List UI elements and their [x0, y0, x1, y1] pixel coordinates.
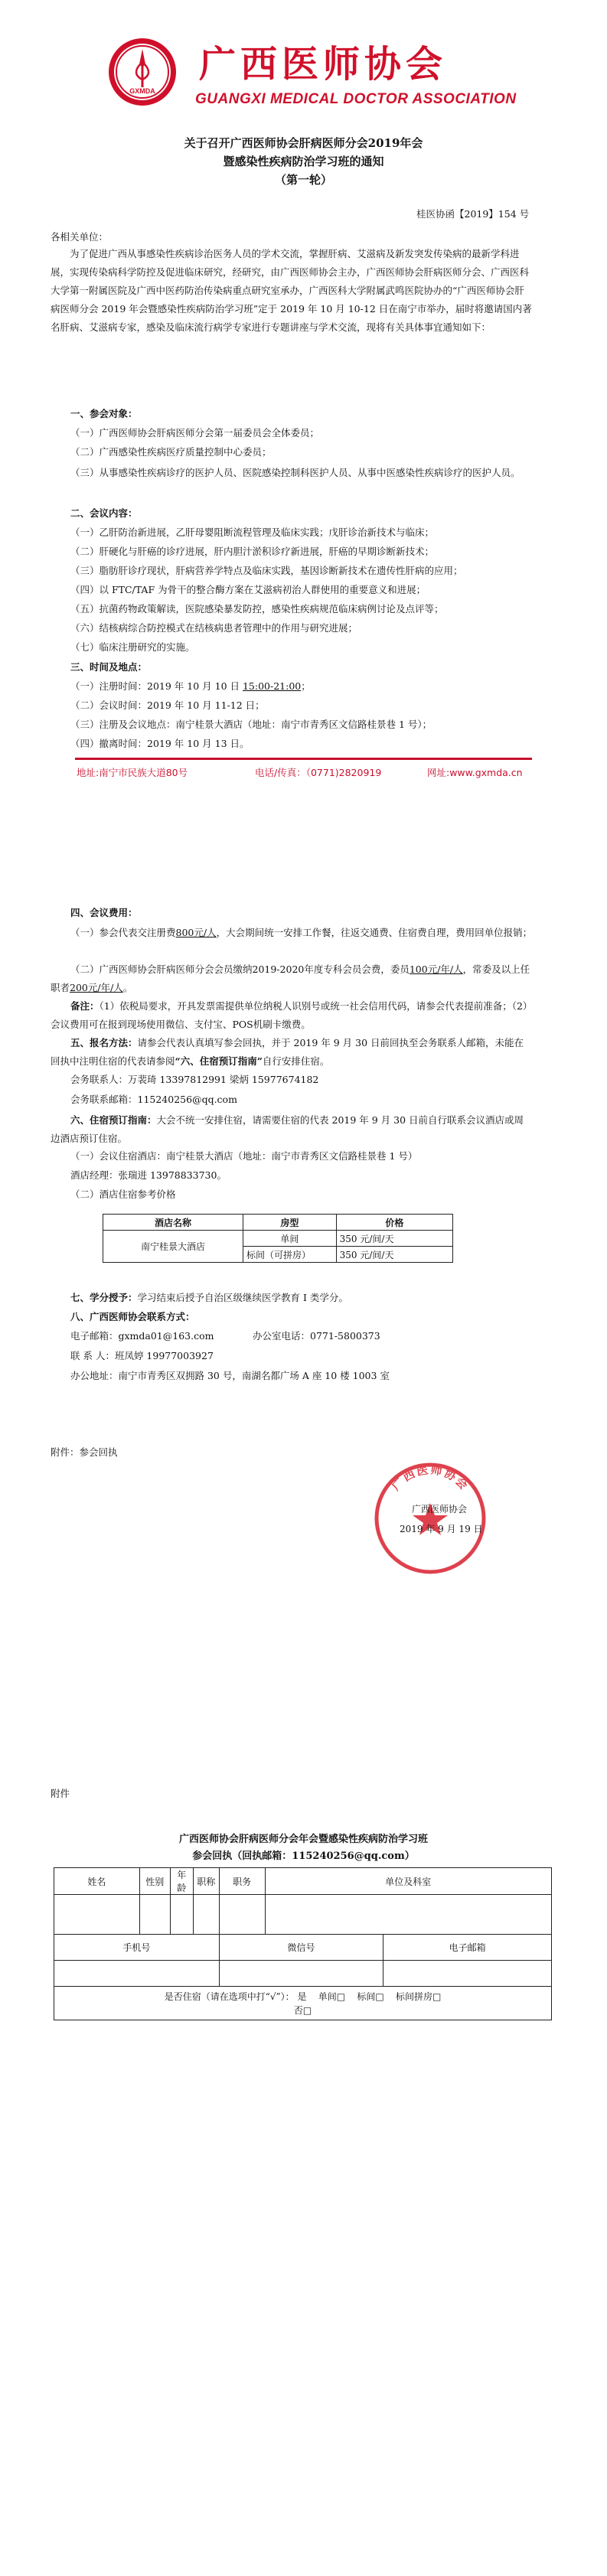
lodging-label: 是否住宿（请在选项中打“√”）： [164, 1991, 295, 2002]
footer-divider [75, 758, 532, 760]
annex-subtitle: 参会回执（回执邮箱：115240256@qq.com） [192, 1850, 415, 1862]
section-5-text-tail: 自行安排住宿。 [262, 1055, 330, 1067]
membership-text-a: （二）广西医师协会肝病医师分会会员缴纳2019-2020年度专科会员会费，委员 [70, 964, 410, 975]
section-5-text: 请参会代表认真填写参会回执，并于 2019 年 9 月 30 日前回执至会务联系人邮箱，未能在回执中注明住宿的代表请参阅 [51, 1037, 524, 1067]
form-cell-unit[interactable] [265, 1895, 551, 1935]
section-4-item-1 [51, 924, 533, 942]
lodging-option-no[interactable]: 否□ [293, 2004, 312, 2016]
hotel-price-table [103, 1214, 453, 1263]
section-2-item-3: （三）脂肪肝诊疗现状，肝病营养学特点及临床实践，基因诊断新技术在遗传性肝病的应用； [70, 565, 463, 576]
title-line-3: （第一轮） [274, 173, 332, 187]
document-number: 桂医协函【2019】154 号 [416, 208, 530, 220]
section-1-item-1: （一）广西医师协会肝病医师分会第一届委员会全体委员； [70, 427, 320, 439]
seal-text: 广西医师协会 [388, 1462, 472, 1494]
section-6-text: 大会不统一安排住宿，请需要住宿的代表 2019 年 9 月 30 日前自行联系会议酒店或周边酒店预订住宿。 [51, 1114, 524, 1144]
section-6-paragraph [51, 1111, 533, 1148]
form-header-name: 姓名 [54, 1868, 140, 1895]
section-2-item-1: （一）乙肝防治新进展，乙肝母婴阻断流程管理及临床实践；戊肝诊治新技术与临床； [70, 527, 435, 538]
form-header-position: 职务 [219, 1868, 265, 1895]
fee-text-b: ，大会期间统一安排工作餐，往返交通费、住宿费自理，费用回单位报销； [216, 927, 533, 938]
section-4-heading: 四、会议费用： [70, 907, 138, 918]
office-address: 办公地址：南宁市青秀区双拥路 30 号，南湖名都广场 A 座 10 楼 1003 室 [70, 1370, 390, 1381]
membership-text-b: ，常委及以上任职者 [51, 964, 530, 993]
section-3-item-3: （三）注册及会议地点：南宁桂景大酒店（地址：南宁市青秀区文信路桂景巷 1 号）； [70, 719, 432, 730]
contact-person: 联 系 人：班凤婷 19977003927 [70, 1350, 214, 1361]
table-header-room-type: 房型 [243, 1215, 337, 1231]
hotel-manager: 酒店经理：张瑞进 13978833730。 [70, 1169, 227, 1181]
registration-fee: 800元/人 [175, 927, 217, 938]
salutation: 各相关单位： [51, 231, 109, 243]
section-4-item-2 [51, 960, 533, 997]
membership-text-c: 。 [122, 982, 133, 993]
form-cell-title[interactable] [193, 1895, 219, 1935]
section-3-item-4: （四）撤离时间：2019 年 10 月 13 日。 [70, 738, 250, 749]
lodging-option-yes: 是 [297, 1991, 307, 2002]
form-header-unit: 单位及科室 [265, 1868, 551, 1895]
section-1-item-3: （三）从事感染性疾病诊疗的医护人员、医院感染控制科医护人员、从事中医感染性疾病诊疗的医护人员。 [70, 467, 521, 478]
meeting-contacts: 会务联系人：万裴琦 13397812991 梁炳 15977674182 [70, 1074, 319, 1085]
hotel-info: （一）会议住宿酒店：南宁桂景大酒店（地址：南宁市青秀区文信路桂景巷 1 号） [70, 1150, 418, 1162]
hotel-price-heading: （二）酒店住宿参考价格 [70, 1189, 176, 1200]
section-5-heading: 五、报名方法： [70, 1037, 138, 1048]
table-room-price: 350 元/间/天 [336, 1231, 452, 1247]
signature-org: 广西医师协会 [412, 1504, 468, 1515]
association-logo [107, 37, 178, 107]
form-header-wechat: 微信号 [219, 1935, 383, 1961]
section-1-heading: 一、参会对象： [70, 408, 138, 419]
member-fee: 100元/年/人 [409, 964, 463, 975]
form-cell-name[interactable] [54, 1895, 140, 1935]
form-header-gender: 性别 [139, 1868, 170, 1895]
lodging-option-shared[interactable]: 标间拼房□ [395, 1991, 442, 2002]
signature-date: 2019 年 9 月 19 日 [400, 1524, 483, 1534]
org-name-en: GUANGXI MEDICAL DOCTOR ASSOCIATION [195, 91, 517, 107]
registration-time-tail: ； [301, 680, 311, 692]
section-7-heading: 七、学分授予： [70, 1292, 138, 1303]
table-room-type: 单间 [243, 1231, 337, 1247]
attachment-note: 附件：参会回执 [51, 1446, 118, 1458]
registration-form-table [54, 1867, 552, 2020]
section-6-heading: 六、住宿预订指南： [70, 1114, 157, 1126]
section-8-heading: 八、广西医师协会联系方式： [70, 1311, 195, 1322]
registration-time-hours: 15:00-21:00 [242, 680, 302, 692]
table-room-price: 350 元/间/天 [336, 1247, 452, 1263]
note-label: 备注： [70, 1000, 100, 1012]
intro-paragraph: 为了促进广西从事感染性疾病诊治医务人员的学术交流，掌握肝病、艾滋病及新发突发传染病的最新学科进展，实现传染病科学防控及促进临床研究，经研究，由广西医师协会主办，广西医师协会肝病医师分会、广西医科大学第一附属医院及广西中医药防治传染病重点研究室承办，广西医科大学附属武鸣医院协办的“广西医师协会肝病医师分会 2019 年会暨感染性疾病防治学习班”定于 2019 年 10 月 10-12 日在南宁市举办，届时将邀请国内著名肝病、艾滋病专家，感染及临床流行病学专家进行专题讲座与学术交流，现将有关具体事宜通知如下： [51, 248, 532, 333]
table-header-hotel: 酒店名称 [103, 1215, 243, 1231]
table-header-price: 价格 [336, 1215, 452, 1231]
form-header-phone: 手机号 [54, 1935, 220, 1961]
svg-text:广西医师协会 [389, 1462, 472, 1493]
form-header-email: 电子邮箱 [383, 1935, 552, 1961]
annex-label: 附件 [51, 1788, 70, 1799]
form-cell-position[interactable] [219, 1895, 265, 1935]
registration-time-label: （一）注册时间：2019 年 10 月 10 日 [70, 680, 243, 692]
org-name-cn: 广西医师协会 [199, 43, 448, 86]
section-2-item-7: （七）临床注册研究的实施。 [70, 641, 195, 653]
logo-text: GXMDA [129, 87, 155, 95]
form-cell-wechat[interactable] [219, 1961, 383, 1987]
office-phone: 办公室电话：0771-5800373 [253, 1330, 380, 1342]
footer-phone-fax: 电话/传真：（0771)2820919 [255, 767, 382, 778]
note-text: （1）依税局要求，开具发票需提供单位纳税人识别号或统一社会信用代码，请参会代表提前准备；（2）会议费用可在报到现场使用微信、支付宝、POS机刷卡缴费。 [51, 1000, 533, 1030]
annex-title: 广西医师协会肝病医师分会年会暨感染性疾病防治学习班 [178, 1834, 428, 1845]
form-cell-email[interactable] [383, 1961, 552, 1987]
standing-member-fee: 200元/年/人 [70, 982, 123, 993]
section-3-item-1 [70, 679, 311, 694]
table-hotel-name: 南宁桂景大酒店 [103, 1231, 243, 1263]
section-5-paragraph [51, 1034, 533, 1071]
section-3-heading: 三、时间及地点： [70, 661, 148, 673]
form-cell-age[interactable] [170, 1895, 193, 1935]
contact-email: 电子邮箱：gxmda01@163.com [70, 1330, 214, 1342]
form-cell-phone[interactable] [54, 1961, 220, 1987]
section-2-heading: 二、会议内容： [70, 507, 138, 519]
table-room-type: 标间（可拼房） [243, 1247, 337, 1263]
section-7-text: 学习结束后授予自治区级继续医学教育 I 类学分。 [137, 1292, 348, 1303]
title-line-1: 关于召开广西医师协会肝病医师分会2019年会 [184, 136, 423, 150]
form-header-age: 年龄 [170, 1868, 193, 1895]
title-line-2: 暨感染性疾病防治学习班的通知 [223, 155, 384, 168]
section-4-note [51, 997, 533, 1034]
lodging-guide-ref: “六、住宿预订指南” [175, 1055, 263, 1067]
section-1-item-2: （二）广西感染性疾病医疗质量控制中心委员； [70, 446, 272, 458]
section-2-item-6: （六）结核病综合防控模式在结核病患者管理中的作用与研究进展； [70, 622, 358, 634]
official-seal [374, 1462, 487, 1575]
form-lodging-row[interactable] [54, 1987, 552, 2020]
section-2-item-2: （二）肝硬化与肝癌的诊疗进展，肝内胆汁淤积诊疗新进展，肝癌的早期诊断新技术； [70, 546, 435, 557]
fee-text-a: （一）参会代表交注册费 [70, 927, 176, 938]
section-2-item-4: （四）以 FTC/TAF 为骨干的整合酶方案在艾滋病初治人群使用的重要意义和进展； [70, 584, 426, 595]
section-2-item-5: （五）抗菌药物政策解读，医院感染暴发防控，感染性疾病规范临床病例讨论及点评等； [70, 603, 444, 615]
lodging-option-single[interactable]: 单间□ [318, 1991, 346, 2002]
footer-address: 地址:南宁市民族大道80号 [77, 767, 188, 778]
footer-website: 网址:www.gxmda.cn [427, 767, 523, 778]
lodging-option-standard[interactable]: 标间□ [357, 1991, 384, 2002]
form-cell-gender[interactable] [139, 1895, 170, 1935]
meeting-email: 会务联系邮箱：115240256@qq.com [70, 1094, 237, 1105]
section-7 [70, 1290, 348, 1306]
form-header-title: 职称 [193, 1868, 219, 1895]
section-3-item-2: （二）会议时间：2019 年 10 月 11-12 日； [70, 699, 265, 711]
